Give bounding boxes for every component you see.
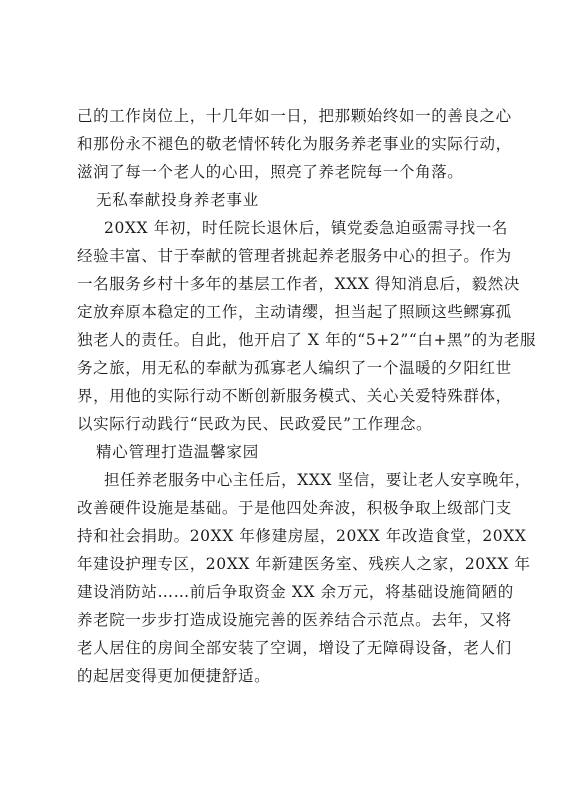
paragraph-line: 年建设护理专区，20XX 年新建医务室、残疾人之家，20XX 年 xyxy=(77,555,531,573)
section-heading: 精心管理打造温馨家园 xyxy=(96,443,260,461)
paragraph-line: 建设消防站……前后争取资金 XX 余万元，将基础设施简陋的 xyxy=(77,583,514,601)
section-heading: 无私奉献投身养老事业 xyxy=(96,191,260,209)
paragraph-line: 经验丰富、甘于奉献的管理者挑起养老服务中心的担子。作为 xyxy=(77,247,512,265)
paragraph-line: 定放弃原本稳定的工作，主动请缨，担当起了照顾这些鳏寡孤 xyxy=(77,303,512,321)
paragraph-line: 以实际行动践行“民政为民、民政爱民”工作理念。 xyxy=(77,415,433,433)
paragraph-line: 己的工作岗位上，十几年如一日，把那颗始终如一的善良之心 xyxy=(77,107,512,125)
paragraph-line: 持和社会捐助。20XX 年修建房屋，20XX 年改造食堂，20XX xyxy=(77,527,527,545)
paragraph-line: 老人居住的房间全部安装了空调，增设了无障碍设备，老人们 xyxy=(77,639,512,657)
paragraph-line: 担任养老服务中心主任后，XXX 坚信，要让老人安享晚年， xyxy=(104,471,531,489)
paragraph-line: 和那份永不褪色的敬老情怀转化为服务养老事业的实际行动， xyxy=(77,135,512,153)
paragraph-line: 改善硬件设施是基础。于是他四处奔波，积极争取上级部门支 xyxy=(77,499,512,517)
paragraph-line: 界，用他的实际行动不断创新服务模式、关心关爱特殊群体， xyxy=(77,387,512,405)
paragraph-line: 养老院一步步打造成设施完善的医养结合示范点。去年，又将 xyxy=(77,611,512,629)
paragraph-line: 独老人的责任。自此，他开启了 X 年的“5+2”“白+黑”的为老服 xyxy=(77,331,537,349)
paragraph-line: 务之旅，用无私的奉献为孤寡老人编织了一个温暖的夕阳红世 xyxy=(77,359,512,377)
paragraph-line: 的起居变得更加便捷舒适。 xyxy=(77,667,271,685)
paragraph-line: 滋润了每一个老人的心田，照亮了养老院每一个角落。 xyxy=(77,163,464,181)
paragraph-line: 20XX 年初，时任院长退休后，镇党委急迫亟需寻找一名 xyxy=(104,219,508,237)
paragraph-line: 一名服务乡村十多年的基层工作者，XXX 得知消息后，毅然决 xyxy=(77,275,520,293)
